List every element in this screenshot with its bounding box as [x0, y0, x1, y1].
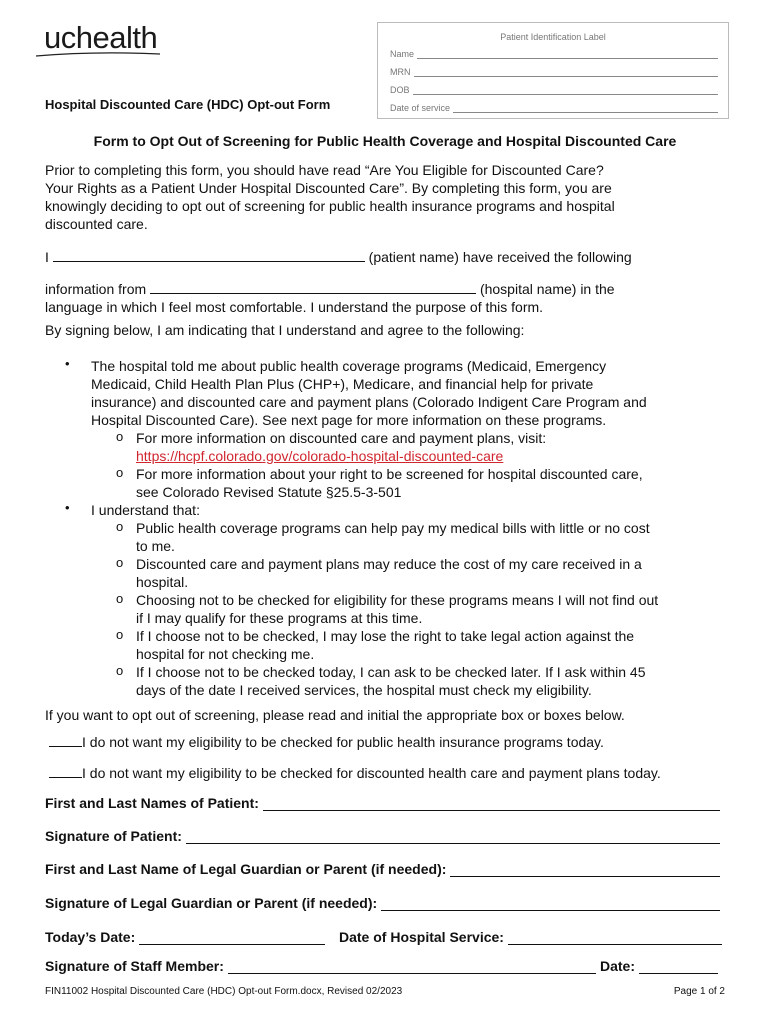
sub-bullet-icon: o [116, 429, 124, 444]
guardian-signature-line: Signature of Legal Guardian or Parent (if needed): [45, 895, 720, 911]
patient-name-line: First and Last Names of Patient: [45, 795, 720, 811]
patient-signature-input[interactable] [186, 829, 720, 844]
footer-page-number: Page 1 of 2 [673, 986, 725, 997]
pid-mrn-field: MRN [390, 67, 718, 77]
staff-date-line: Date: [600, 958, 718, 974]
patient-name-blank[interactable] [53, 247, 365, 262]
form-name: Hospital Discounted Care (HDC) Opt-out Form [45, 97, 331, 112]
understand-item: If I choose not to be checked, I may lose the right to take legal action against the hospital for not checking me. [136, 628, 635, 662]
logo-swoosh-icon [34, 49, 164, 59]
uchealth-logo [34, 20, 164, 60]
patient-id-label-box [377, 22, 729, 119]
bullet-hospital-told-me: The hospital told me about public health coverage programs (Medicaid, Emergency Medicaid, Child Health Plan Plus (CHP+), Medicare, and financial help for private insurance) and discounted care and payment plans (Colorado Indigent Care Program and Hospital Discounted Care). See next page for more information on these programs. [91, 358, 647, 428]
optout-public-insurance: I do not want my eligibility to be checked for public health insurance programs today. [49, 732, 739, 751]
pid-date-of-service-field: Date of service [390, 103, 718, 113]
guardian-name-input[interactable] [450, 862, 720, 877]
patient-signature-line: Signature of Patient: [45, 828, 720, 844]
guardian-signature-input[interactable] [381, 896, 720, 911]
initial-blank-public-insurance[interactable] [49, 732, 82, 747]
staff-date-input[interactable] [639, 959, 718, 974]
sub-bullet-icon: o [116, 591, 124, 606]
optout-instruction: If you want to opt out of screening, please read and initial the appropriate box or boxes below. [45, 707, 625, 723]
hospital-name-blank[interactable] [150, 279, 476, 294]
sub-bullet-icon: o [116, 465, 124, 480]
sub-bullet-icon: o [116, 627, 124, 642]
sub-bullet-icon: o [116, 663, 124, 678]
understand-item: If I choose not to be checked today, I can ask to be checked later. If I ask within 45 days of the date I received services, the hospital must check my eligibility. [136, 664, 646, 698]
pid-title: Patient Identification Label [500, 32, 606, 42]
form-heading: Form to Opt Out of Screening for Public Health Coverage and Hospital Discounted Care [93, 133, 677, 149]
hcpf-link[interactable]: https://hcpf.colorado.gov/colorado-hospital-discounted-care [136, 448, 504, 464]
optout-discounted-care: I do not want my eligibility to be checked for discounted health care and payment plans today. [49, 763, 749, 782]
agreement-intro: By signing below, I am indicating that I understand and agree to the following: [45, 322, 525, 338]
footer-file-info: FIN11002 Hospital Discounted Care (HDC) Opt-out Form.docx, Revised 02/2023 [45, 986, 403, 997]
understand-item: Choosing not to be checked for eligibility for these programs means I will not find out if I may qualify for these programs at this time. [136, 592, 659, 626]
staff-signature-line: Signature of Staff Member: [45, 958, 596, 974]
sub-bullet-statute: For more information about your right to be screened for hospital discounted care, see Colorado Revised Statute §25.5-3-501 [136, 466, 643, 500]
staff-signature-input[interactable] [228, 959, 596, 974]
todays-date-line: Today’s Date: [45, 929, 325, 945]
sub-bullet-icon: o [116, 519, 124, 534]
guardian-name-line: First and Last Name of Legal Guardian or Parent (if needed): [45, 861, 720, 877]
sub-bullet-icon: o [116, 555, 124, 570]
bullet-i-understand: I understand that: [91, 502, 200, 518]
intro-paragraph: Prior to completing this form, you should have read “Are You Eligible for Discounted Care? Your Rights as a Patient Under Hospital Discounted Care”. By completing this form, you are knowingly deciding to opt out of screening for public health insurance programs and hospital discounted care. [45, 162, 615, 232]
pid-name-field: Name [390, 49, 718, 59]
patient-name-input[interactable] [263, 796, 720, 811]
bullet-icon: • [65, 500, 70, 515]
hospital-name-statement: information from (hospital name) in the language in which I feel most comfortable. I understand the purpose of this form. [45, 281, 615, 315]
sub-bullet-discounted-care-link: For more information on discounted care and payment plans, visit: https://hcpf.colorado.gov/colorado-hospital-discounted-care [136, 430, 547, 464]
understand-item: Discounted care and payment plans may reduce the cost of my care received in a hospital. [136, 556, 642, 590]
service-date-input[interactable] [508, 930, 722, 945]
patient-name-statement: I (patient name) have received the following [45, 249, 632, 265]
bullet-icon: • [65, 356, 70, 371]
logo-text: uchealth [44, 20, 158, 55]
pid-dob-field: DOB [390, 85, 718, 95]
initial-blank-discounted-care[interactable] [49, 763, 82, 778]
todays-date-input[interactable] [139, 930, 325, 945]
service-date-line: Date of Hospital Service: [339, 929, 722, 945]
understand-item: Public health coverage programs can help pay my medical bills with little or no cost to me. [136, 520, 650, 554]
